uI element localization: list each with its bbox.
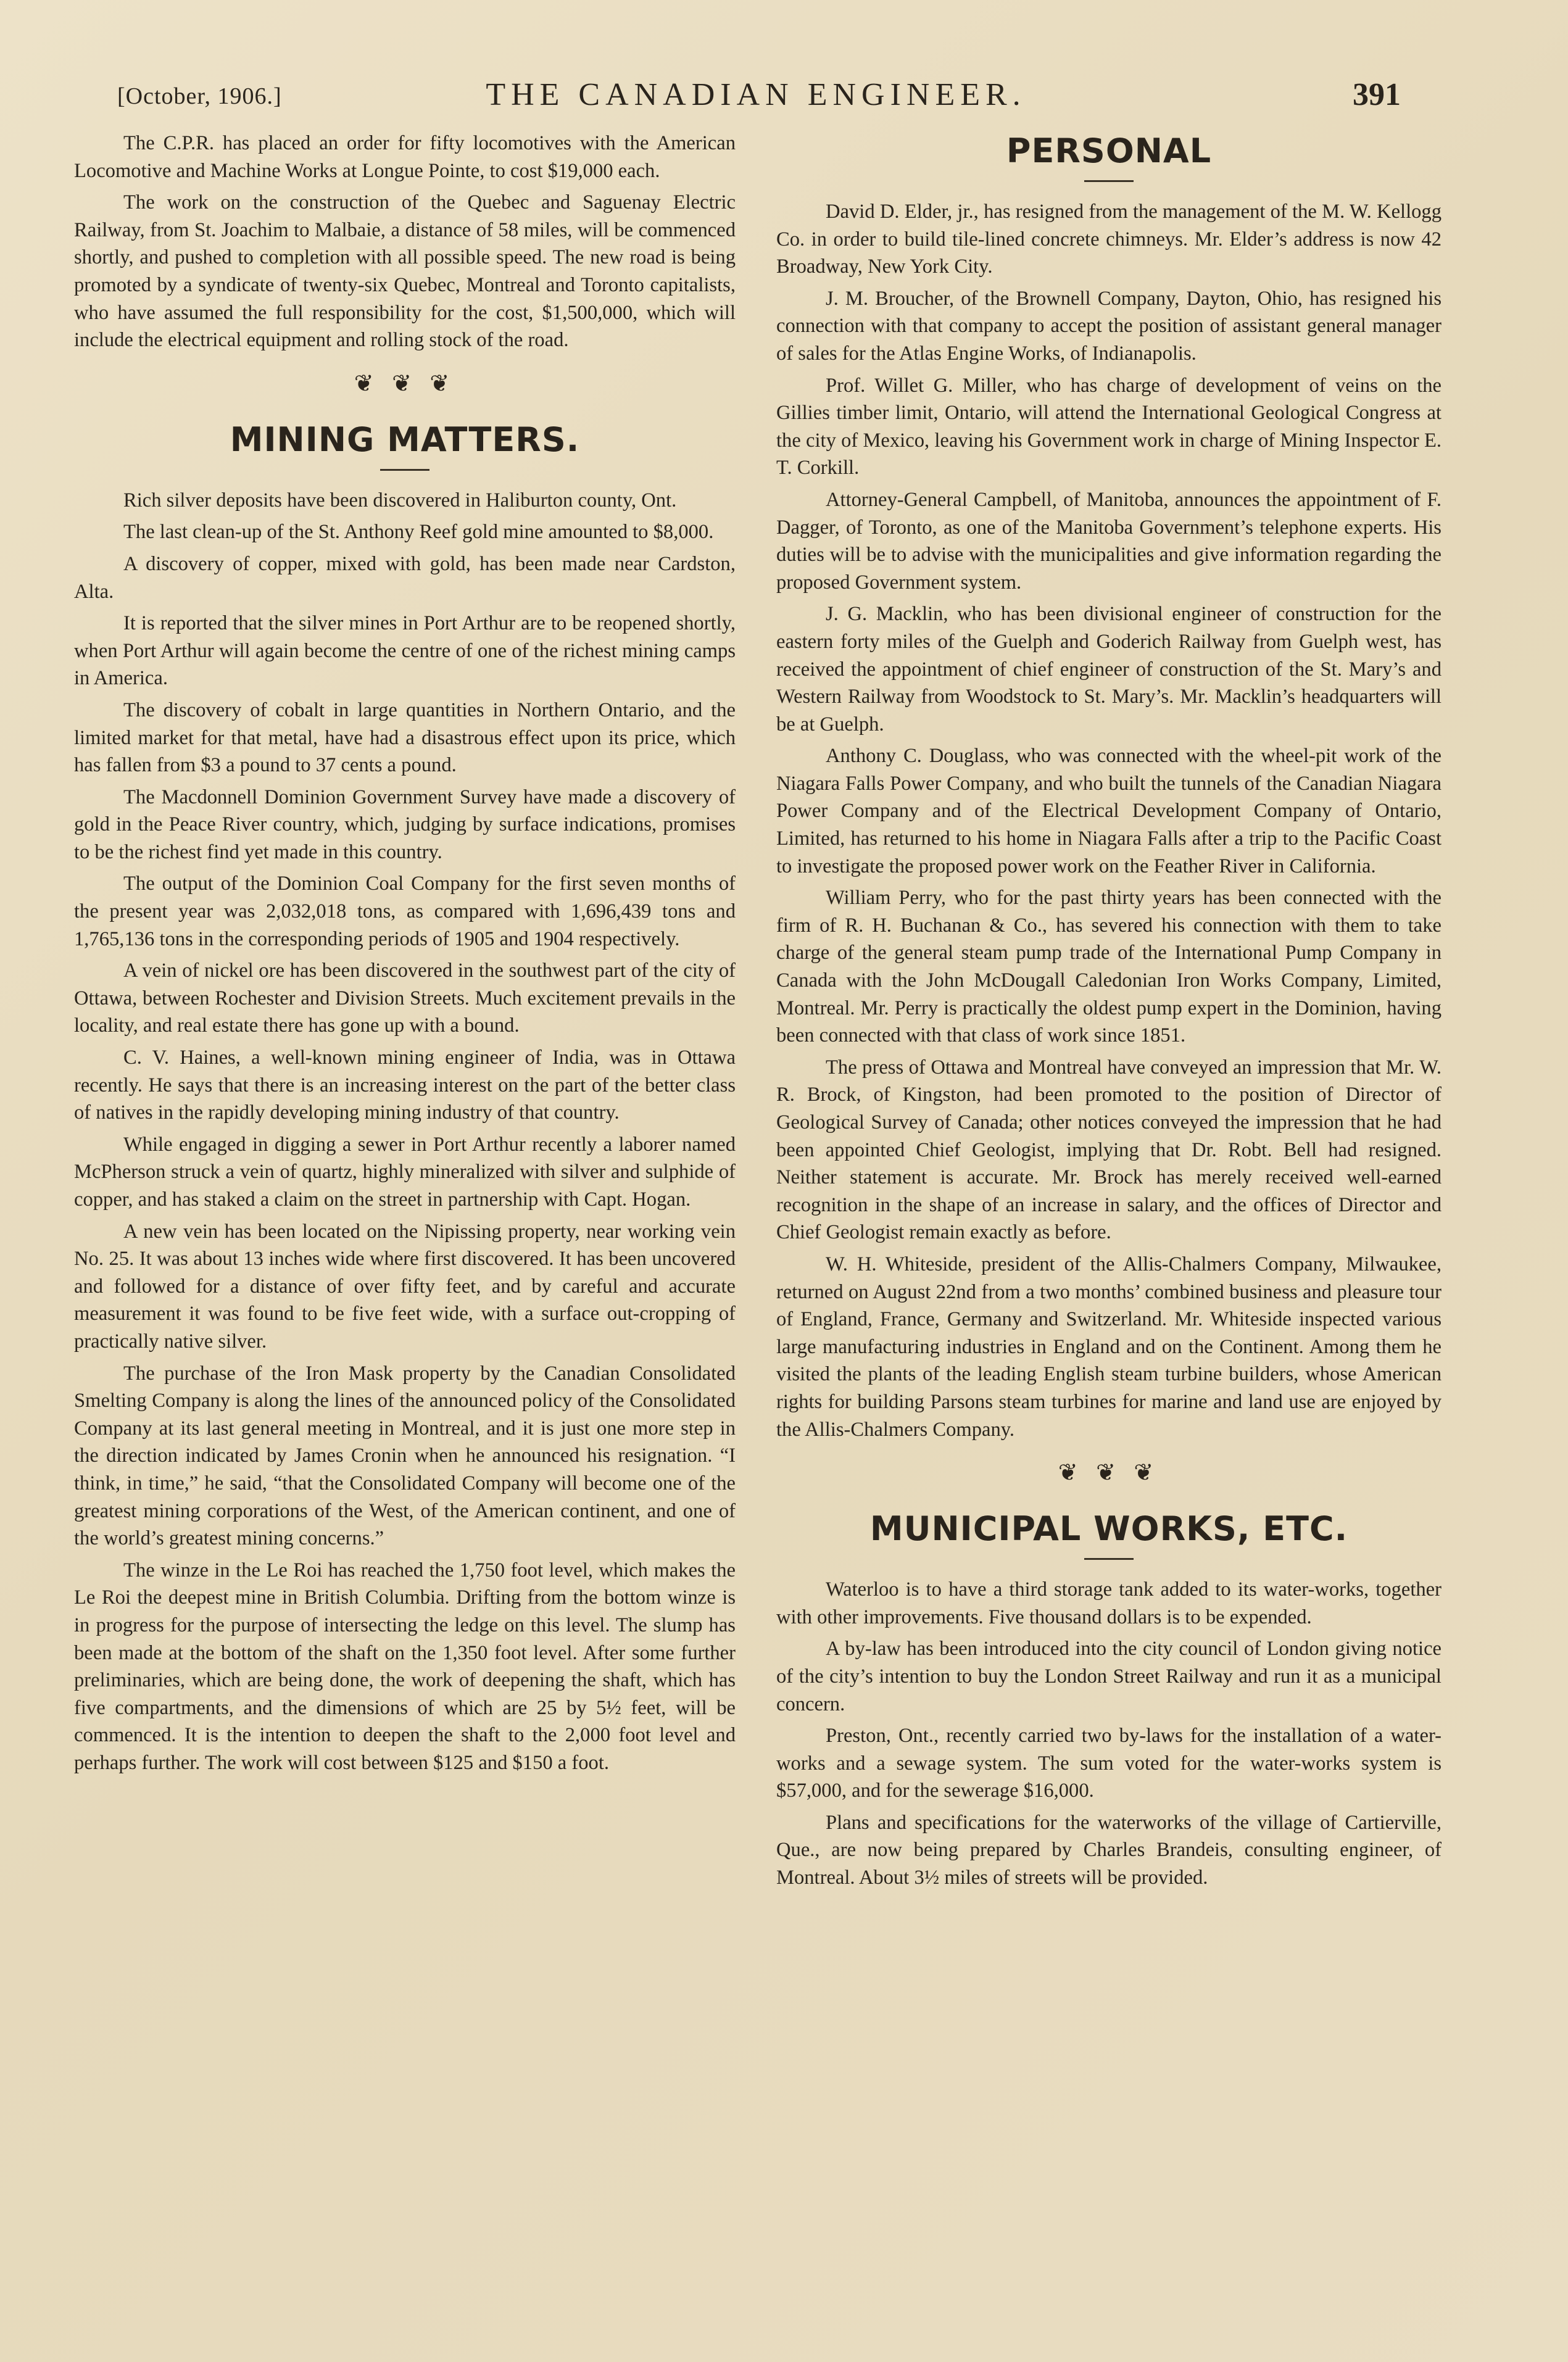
paragraph: A discovery of copper, mixed with gold, has been made near Cardston, Alta. [74, 552, 736, 603]
section-title-personal: PERSONAL [1006, 131, 1212, 170]
paragraph: Anthony C. Douglass, who was connected with the wheel-pit work of the Niagara Falls Power Company, and who built the tunnels of the Canadian Niagara Power Company and of the Electrical Development Company of Ontario, Limited, has returned to his home in Niagara Falls after a trip to the Pacific Coast to investigate the proposed power work on the Feather River in California. [776, 745, 1441, 877]
paragraph: J. M. Broucher, of the Brownell Company, Dayton, Ohio, has resigned his connection with that company to accept the position of assistant general manager of sales for the Atlas Engine Works, of Indianapolis. [776, 287, 1441, 365]
right-column [776, 130, 1441, 2314]
paragraph: William Perry, who for the past thirty years has been connected with the firm of R. H. Buchanan & Co., has severed his connection with them to take charge of the general steam pump trade of the International Pump Company in Canada with the John McDougall Caledonian Iron Works Company, Limited, Montreal. Mr. Perry is practically the oldest pump expert in the Dominion, having been connected with that class of work since 1851. [776, 887, 1441, 1047]
paragraph: J. G. Macklin, who has been divisional engineer of construction for the eastern forty miles of the Guelph and Goderich Railway from Guelph west, has received the appointment of chief engineer of construction of the St. Mary’s and Western Railway from Woodstock to St. Mary’s. Mr. Macklin’s headquarters will be at Guelph. [776, 603, 1441, 736]
paragraph: The press of Ottawa and Montreal have conveyed an impression that Mr. W. R. Brock, of Kingston, had been promoted to the position of Director of Geological Survey of Canada; other notices conveyed the impression that he had been appointed Chief Geologist, implying that Dr. Robt. Bell had resigned. Neither statement is accurate. Mr. Brock has merely received well-earned recognition in the shape of an increase in salary, and the offices of Director and Chief Geologist remain exactly as before. [776, 1056, 1441, 1244]
paragraph: The winze in the Le Roi has reached the 1,750 foot level, which makes the Le Roi the deepest mine in British Columbia. Drifting from the bottom winze is in progress for the purpose of intersecting the ledge on this level. The slump has been made at the bottom of the shaft on the 1,350 foot level. After some further preliminaries, which are being done, the work of deepening the shaft, which has five compartments, and the dimensions of which are 25 by 5½ feet, will be commenced. It is the intention to deepen the shaft to the 2,000 foot level and perhaps further. The work will cost between $125 and $150 a foot. [74, 1559, 736, 1774]
paragraph: C. V. Haines, a well-known mining engineer of India, was in Ottawa recently. He says that there is an increasing interest on the part of the better class of natives in the rapidly developing mining industry of that country. [74, 1046, 736, 1124]
publication-title: THE CANADIAN ENGINEER. [486, 77, 1026, 112]
left-column [74, 130, 736, 2314]
paragraph: The last clean-up of the St. Anthony Reef gold mine amounted to $8,000. [123, 521, 714, 544]
paragraph: David D. Elder, jr., has resigned from the management of the M. W. Kellogg Co. in order to build tile-lined concrete chimneys. Mr. Elder’s address is now 42 Broadway, New York City. [776, 201, 1441, 278]
paragraph: The purchase of the Iron Mask property by the Canadian Consolidated Smelting Company is along the lines of the announced policy of the Consolidated Company at its last general meeting in Montreal, and it is just one more step in the direction indicated by James Cronin when he announced his resignation. “I think, in time,” he said, “that the Consolidated Company will become one of the greatest mining corporations of the West, of the American continent, and one of the world’s greatest mining concerns.” [74, 1362, 736, 1550]
section-title-mining: MINING MATTERS. [230, 420, 580, 459]
paragraph: Rich silver deposits have been discovered in Haliburton county, Ont. [123, 489, 677, 512]
issue-date: [October, 1906.] [117, 83, 282, 109]
paragraph: Attorney-General Campbell, of Manitoba, announces the appointment of F. Dagger, of Toronto, as one of the Manitoba Government’s telephone experts. His duties will be to advise with the municipalities and give information regarding the proposed Government system. [776, 488, 1441, 594]
intro-news [74, 130, 736, 354]
paragraph: The Macdonnell Dominion Government Survey have made a discovery of gold in the Peace River country, which, judging by surface indications, promises to be the richest find yet made in this country. [74, 785, 736, 863]
paragraph: The output of the Dominion Coal Company for the first seven months of the present year was 2,032,018 tons, as compared with 1,696,439 tons and 1,765,136 tons in the corresponding periods of 1905 and 1904 respectively. [74, 872, 736, 950]
paragraph: It is reported that the silver mines in Port Arthur are to be reopened shortly, when Port Arthur will again become the centre of one of the richest mining camps in America. [74, 612, 736, 690]
section-ornament: ❦ ❦ ❦ [1058, 1460, 1160, 1486]
page-header [99, 73, 1413, 122]
paragraph: A vein of nickel ore has been discovered in the southwest part of the city of Ottawa, between Rochester and Division Streets. Much excitement prevails in the locality, and real estate there has gone up with a bound. [74, 959, 736, 1037]
paragraph: The C.P.R. has placed an order for fifty locomotives with the American Locomotive and Machine Works at Longue Pointe, to cost $19,000 each. [74, 132, 736, 182]
paragraph: A new vein has been located on the Nipissing property, near working vein No. 25. It was about 13 inches wide where first discovered. It has been uncovered and followed for a distance of over fifty feet, and by careful and accurate measurement it was found to be five feet wide, with a surface out-cropping of practically native silver. [74, 1220, 736, 1353]
paragraph: W. H. Whiteside, president of the Allis-Chalmers Company, Milwaukee, returned on August 22nd from a two months’ combined business and pleasure tour of England, France, Germany and Switzerland. Mr. Whiteside inspected various large manufacturing industries in England and on the Continent. Among them he visited the plants of the leading English steam turbine builders, whose American rights for building Parsons steam turbines for marine and land use are enjoyed by the Allis-Chalmers Company. [776, 1253, 1441, 1441]
title-rule [1084, 1558, 1134, 1560]
municipal-section [776, 1576, 1441, 1892]
section-title-municipal: MUNICIPAL WORKS, ETC. [869, 1509, 1348, 1549]
paragraph: The work on the construction of the Quebec and Saguenay Electric Railway, from St. Joachim to Malbaie, a distance of 58 miles, will be commenced shortly, and pushed to completion with all possible speed. The new road is being promoted by a syndicate of twenty-six Quebec, Montreal and Toronto capitalists, who have assumed the full responsibility for the cost, $1,500,000, which will include the electrical equipment and rolling stock of the road. [74, 191, 736, 352]
paragraph: A by-law has been introduced into the city council of London giving notice of the city’s intention to buy the London Street Railway and run it as a municipal concern. [776, 1638, 1441, 1715]
title-rule [380, 469, 429, 471]
mining-section [74, 487, 736, 1777]
paragraph: Waterloo is to have a third storage tank added to its water-works, together with other improvements. Five thousand dollars is to be expended. [776, 1578, 1441, 1628]
paragraph: Plans and specifications for the waterworks of the village of Cartierville, Que., are now being prepared by Charles Brandeis, consulting engineer, of Montreal. About 3½ miles of streets will be provided. [776, 1811, 1441, 1889]
paragraph: Prof. Willet G. Miller, who has charge of development of veins on the Gillies timber limit, Ontario, will attend the International Geological Congress at the city of Mexico, leaving his Government work in charge of Mining Inspector E. T. Corkill. [776, 374, 1441, 479]
title-rule [1084, 180, 1134, 182]
paragraph: While engaged in digging a sewer in Port Arthur recently a laborer named McPherson struck a vein of quartz, highly mineralized with silver and sulphide of copper, and has staked a claim on the street in partnership with Capt. Hogan. [74, 1133, 736, 1211]
personal-section [776, 198, 1441, 1443]
paragraph: Preston, Ont., recently carried two by-laws for the installation of a water-works and a sewage system. The sum voted for the water-works system is $57,000, and for the sewerage $16,000. [776, 1725, 1441, 1802]
section-ornament: ❦ ❦ ❦ [354, 370, 456, 397]
page-number: 391 [1353, 77, 1401, 112]
paragraph: The discovery of cobalt in large quantities in Northern Ontario, and the limited market for that metal, have had a disastrous effect upon its price, which has fallen from $3 a pound to 37 cents a pound. [74, 698, 736, 777]
